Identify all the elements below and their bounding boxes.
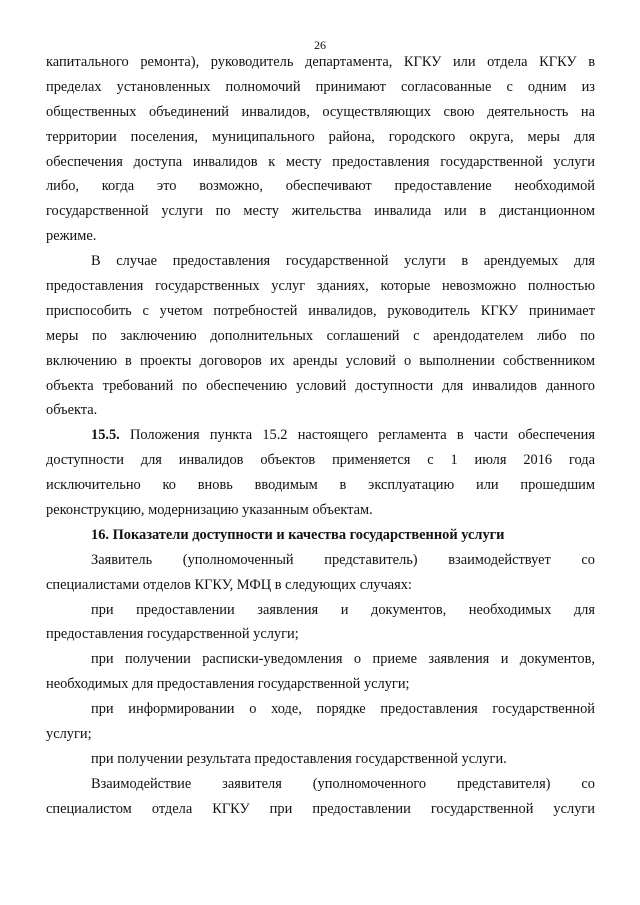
- clause-number: 15.5.: [91, 427, 120, 444]
- text-line: при информировании о ходе, порядке предоставления государственной: [91, 701, 595, 718]
- text-line: меры по заключению дополнительных соглашений с арендодателем либо по: [46, 327, 595, 344]
- text-line: Заявитель (уполномоченный представитель) взаимодействует со: [91, 551, 595, 568]
- text-line: необходимых для предоставления государственной услуги;: [46, 676, 410, 693]
- text-line: при получении расписки-уведомления о приеме заявления и документов,: [91, 651, 595, 668]
- text-line: специалистами отделов КГКУ, МФЦ в следующих случаях:: [46, 576, 412, 593]
- body-text: [46, 50, 595, 822]
- text-line: либо, когда это возможно, обеспечивают предоставление необходимой: [46, 178, 595, 195]
- text-line: капитального ремонта), руководитель департамента, КГКУ или отдела КГКУ в: [46, 54, 595, 70]
- text-line: объекта.: [46, 402, 98, 419]
- text-line: Взаимодействие заявителя (уполномоченного представителя) со: [91, 775, 595, 792]
- list-item: [46, 747, 595, 772]
- list-item: [46, 697, 595, 747]
- text-line: [46, 423, 595, 448]
- text-line: включению в проекты договоров их аренды условий о выполнении собственником: [46, 352, 595, 369]
- text-line: предоставления государственной услуги;: [46, 626, 299, 643]
- text-line: объекта требований по обеспечению условий доступности для инвалидов данного: [46, 377, 595, 394]
- paragraph-interaction: [46, 772, 595, 822]
- clause-text: Положения пункта 15.2 настоящего регламента в части обеспечения: [119, 427, 595, 444]
- text-line: при получении результата предоставления государственной услуги.: [91, 750, 507, 767]
- paragraph-15-5: [46, 423, 595, 523]
- text-line: государственной услуги по месту жительства инвалида или в дистанционном: [46, 203, 595, 220]
- page-number: 26: [314, 38, 326, 52]
- list-item: [46, 647, 595, 697]
- text-line: предоставления государственных услуг зданиях, которые невозможно полностью: [46, 278, 595, 295]
- text-line: территории поселения, муниципального района, городского округа, меры для: [46, 128, 595, 145]
- paragraph-leased-buildings: [46, 249, 595, 423]
- list-item: [46, 598, 595, 648]
- text-line: услуги;: [46, 726, 92, 743]
- text-line: исключительно ко вновь вводимым в эксплуатацию или прошедшим: [46, 477, 595, 494]
- paragraph-continuation: [46, 50, 595, 249]
- section-heading: 16. Показатели доступности и качества государственной услуги: [91, 526, 505, 543]
- paragraph-interaction-cases: [46, 548, 595, 598]
- text-line: реконструкцию, модернизацию указанным объектам.: [46, 502, 373, 519]
- text-line: специалистом отдела КГКУ при предоставлении государственной услуги: [46, 800, 595, 817]
- text-line: обеспечения доступа инвалидов к месту предоставления государственной услуги: [46, 153, 595, 170]
- text-line: при предоставлении заявления и документов, необходимых для: [91, 601, 595, 618]
- text-line: приспособить с учетом потребностей инвалидов, руководитель КГКУ принимает: [46, 302, 595, 319]
- text-line: общественных объединений инвалидов, осуществляющих свою деятельность на: [46, 103, 595, 120]
- text-line: доступности для инвалидов объектов применяется с 1 июля 2016 года: [46, 452, 595, 469]
- text-line: режиме.: [46, 228, 97, 245]
- text-line: пределах установленных полномочий принимают согласованные с одним из: [46, 78, 595, 95]
- text-line: В случае предоставления государственной услуги в арендуемых для: [91, 253, 595, 270]
